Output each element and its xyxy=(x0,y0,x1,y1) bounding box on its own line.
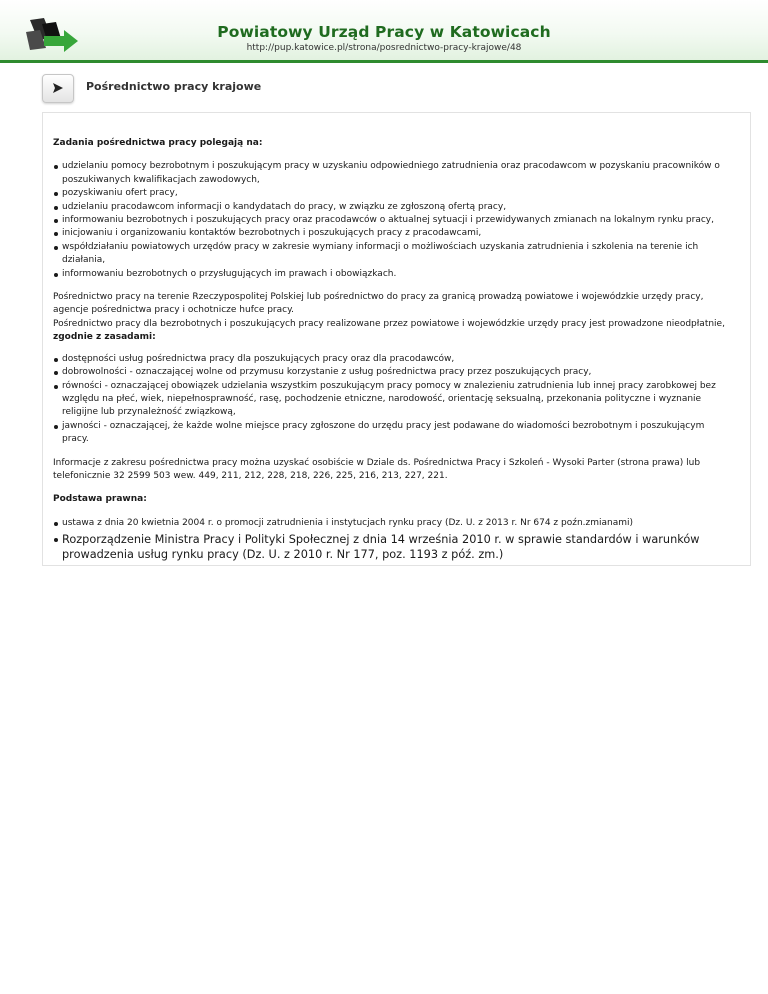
tasks-list xyxy=(53,160,733,281)
list-item: inicjowaniu i organizowaniu kontaktów bezrobotnych i poszukujących pracy z pracodawcami, xyxy=(62,227,733,240)
legal-heading: Podstawa prawna: xyxy=(53,494,147,505)
list-item: Rozporządzenie Ministra Pracy i Polityki Społecznej z dnia 14 września 2010 r. w sprawie standardów i warunków prowadzenia usług rynku pracy (Dz. U. z 2010 r. Nr 177, poz. 1193 z póź. zm.) xyxy=(62,532,733,562)
site-url[interactable]: http://pup.katowice.pl/strona/posrednictwo-pracy-krajowe/48 xyxy=(246,43,522,53)
list-item: dobrowolności - oznaczającej wolne od przymusu korzystanie z usług pośrednictwa pracy przez poszukujących pracy, xyxy=(62,366,733,379)
list-item: informowaniu bezrobotnych o przysługujących im prawach i obowiązkach. xyxy=(62,268,733,281)
list-item: informowaniu bezrobotnych i poszukujących pracy oraz pracodawców o aktualnej sytuacji i przewidywanych zmianach na lokalnym rynku pracy, xyxy=(62,214,733,227)
paragraph-bold: zgodnie z zasadami: xyxy=(53,332,156,343)
content-box xyxy=(42,112,751,566)
list-item: jawności - oznaczającej, że każde wolne miejsce pracy zgłoszone do urzędu pracy jest podawane do wiadomości bezrobotnym i poszukującym pracy. xyxy=(62,420,733,447)
paragraph: Informacje z zakresu pośrednictwa pracy można uzyskać osobiście w Dziale ds. Pośrednictwa Pracy i Szkoleń - Wysoki Parter (strona prawa) lub telefonicznie 32 2599 503 wew. 449, 211, 212, 228, 218, 226, 225, 216, 213, 227, 221. xyxy=(53,457,701,481)
page-title: Pośrednictwo pracy krajowe xyxy=(86,80,262,93)
list-item: dostępności usług pośrednictwa pracy dla poszukujących pracy oraz dla pracodawców, xyxy=(62,353,733,366)
list-item: udzielaniu pracodawcom informacji o kandydatach do pracy, w związku ze zgłoszoną ofertą pracy, xyxy=(62,201,733,214)
site-title: Powiatowy Urząd Pracy w Katowicach xyxy=(217,23,551,41)
list-item: pozyskiwaniu ofert pracy, xyxy=(62,187,733,200)
list-item: ustawa z dnia 20 kwietnia 2004 r. o promocji zatrudnienia i instytucjach rynku pracy (Dz. U. z 2013 r. Nr 674 z poźn.zmianami) xyxy=(62,517,733,530)
list-item: równości - oznaczającej obowiązek udzielania wszystkim poszukującym pracy pomocy w znalezieniu zatrudnienia lub innej pracy zarobkowej bez względu na płeć, wiek, niepełnosprawność, rasę, pochodzenie etniczne, narodowość, orientację seksualną, przekonania polityczne i wyznanie religijne lub przynależność związkową, xyxy=(62,380,733,420)
site-header xyxy=(0,0,768,63)
list-item: udzielaniu pomocy bezrobotnym i poszukującym pracy w uzyskaniu odpowiedniego zatrudnienia oraz pracodawcom w pozyskaniu pracowników o poszukiwanych kwalifikacjach zawodowych, xyxy=(62,160,733,187)
paragraph-text: Pośrednictwo pracy dla bezrobotnych i poszukujących pracy realizowane przez powiatowe i wojewódzkie urzędy pracy jest prowadzone nieodpłatnie, xyxy=(53,318,725,329)
legal-list xyxy=(53,517,733,562)
arrow-right-icon xyxy=(42,74,74,103)
paragraph: Pośrednictwo pracy na terenie Rzeczypospolitej Polskiej lub pośrednictwo do pracy za granicą prowadzą powiatowe i wojewódzkie urzędy pracy, agencje pośrednictwa pracy i ochotnicze hufce pracy. xyxy=(53,292,704,316)
principles-list xyxy=(53,353,733,447)
paragraph xyxy=(53,318,733,345)
list-item: współdziałaniu powiatowych urzędów pracy w zakresie wymiany informacji o możliwościach uzyskania zatrudnienia i szkolenia na terenie ich działania, xyxy=(62,241,733,268)
tasks-heading: Zadania pośrednictwa pracy polegają na: xyxy=(53,138,263,148)
